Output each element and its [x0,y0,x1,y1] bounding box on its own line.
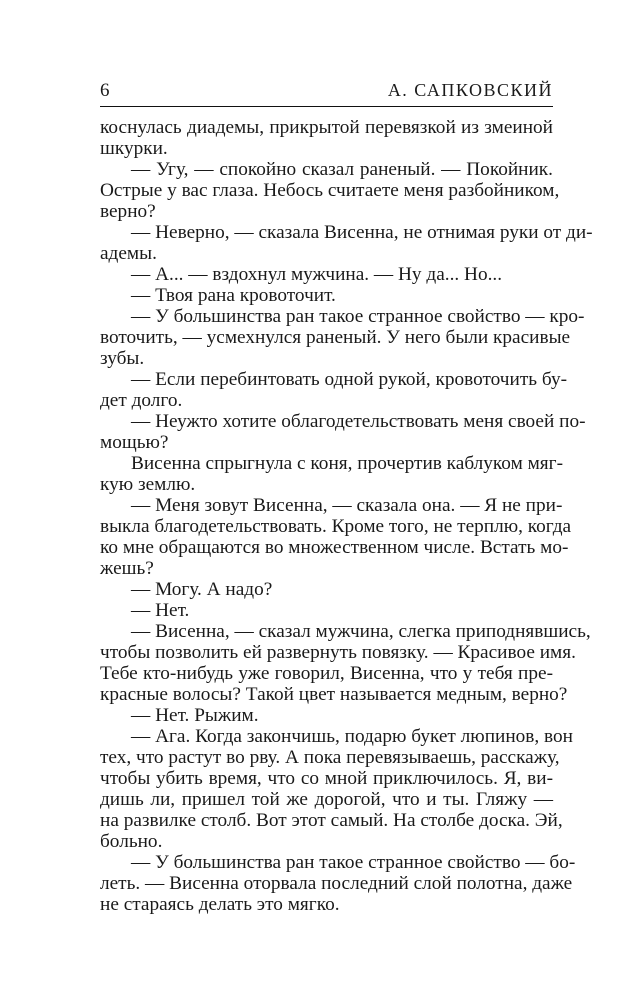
text-line: красные волосы? Такой цвет называется медным, верно? [100,684,568,705]
text-line: на развилке столб. Вот этот самый. На столбе доска. Эй, [100,810,563,831]
text-line: дишь ли, пришел той же дорогой, что и ты. Гляжу — [100,789,553,810]
text-line: чтобы позволить ей развернуть повязку. — Красивое имя. [100,642,576,663]
text-line: чтобы убить время, что со мной приключилось. Я, ви- [100,768,553,789]
text-line: мощью? [100,432,169,453]
text-line: — Угу, — спокойно сказал раненый. — Покойник. [131,159,553,180]
paragraph [100,726,573,852]
paragraph [100,621,591,705]
text-line: — Висенна, — сказал мужчина, слегка приподнявшись, [131,621,591,642]
text-line: зубы. [100,348,145,369]
text-line: — Если перебинтовать одной рукой, кровоточить бу- [131,369,568,390]
text-line: Острые у вас глаза. Небось считаете меня разбойником, [100,180,560,201]
paragraph [100,159,560,222]
paragraph [100,117,553,159]
text-line: выкла благодетельствовать. Кроме того, не терплю, когда [100,516,572,537]
paragraph [100,285,553,306]
text-line: кую землю. [100,474,196,495]
paragraph [100,453,563,495]
text-line: — У большинства ран такое странное свойство — кро- [131,306,585,327]
running-header-author: А. САПКОВСКИЙ [387,80,553,100]
text-line: — Неверно, — сказала Висенна, не отнимая руки от ди- [131,222,593,243]
text-line: адемы. [100,243,157,264]
text-line: дет долго. [100,390,183,411]
text-line: Тебе кто-нибудь уже говорил, Висенна, что у тебя пре- [100,663,553,684]
text-line: жешь? [100,558,154,579]
paragraph [100,495,572,579]
text-line: — Неужто хотите облагодетельствовать меня своей по- [131,411,586,432]
paragraph [100,852,576,915]
text-line: Висенна спрыгнула с коня, прочертив каблуком мяг- [131,453,563,474]
running-header [100,80,553,107]
paragraph [100,369,568,411]
paragraph [100,264,553,285]
text-line: ко мне обращаются во множественном числе. Встать мо- [100,537,569,558]
page-number: 6 [100,80,110,101]
text-line: — Могу. А надо? [131,579,273,600]
text-line: — А... — вздохнул мужчина. — Ну да... Но... [131,264,503,285]
text-line: верно? [100,201,156,222]
text-line: воточить, — усмехнулся раненый. У него были красивые [100,327,571,348]
text-line: коснулась диадемы, прикрытой перевязкой из змеиной [100,117,553,138]
body-text [100,117,593,915]
text-line: леть. — Висенна оторвала последний слой полотна, даже [100,873,573,894]
paragraph [100,222,593,264]
text-line: — У большинства ран такое странное свойство — бо- [131,852,576,873]
text-line: больно. [100,831,163,852]
paragraph [100,411,586,453]
text-line: — Меня зовут Висенна, — сказала она. — Я не при- [131,495,563,516]
text-line: — Ага. Когда закончишь, подарю букет люпинов, вон [131,726,573,747]
paragraph [100,579,553,600]
paragraph [100,705,553,726]
paragraph [100,600,553,621]
text-line: тех, что растут во рву. А пока перевязываешь, расскажу, [100,747,560,768]
paragraph [100,306,585,369]
text-line: шкурки. [100,138,168,159]
text-line: — Твоя рана кровоточит. [131,285,336,306]
text-line: не стараясь делать это мягко. [100,894,340,915]
text-line: — Нет. Рыжим. [131,705,259,726]
text-line: — Нет. [131,600,190,621]
